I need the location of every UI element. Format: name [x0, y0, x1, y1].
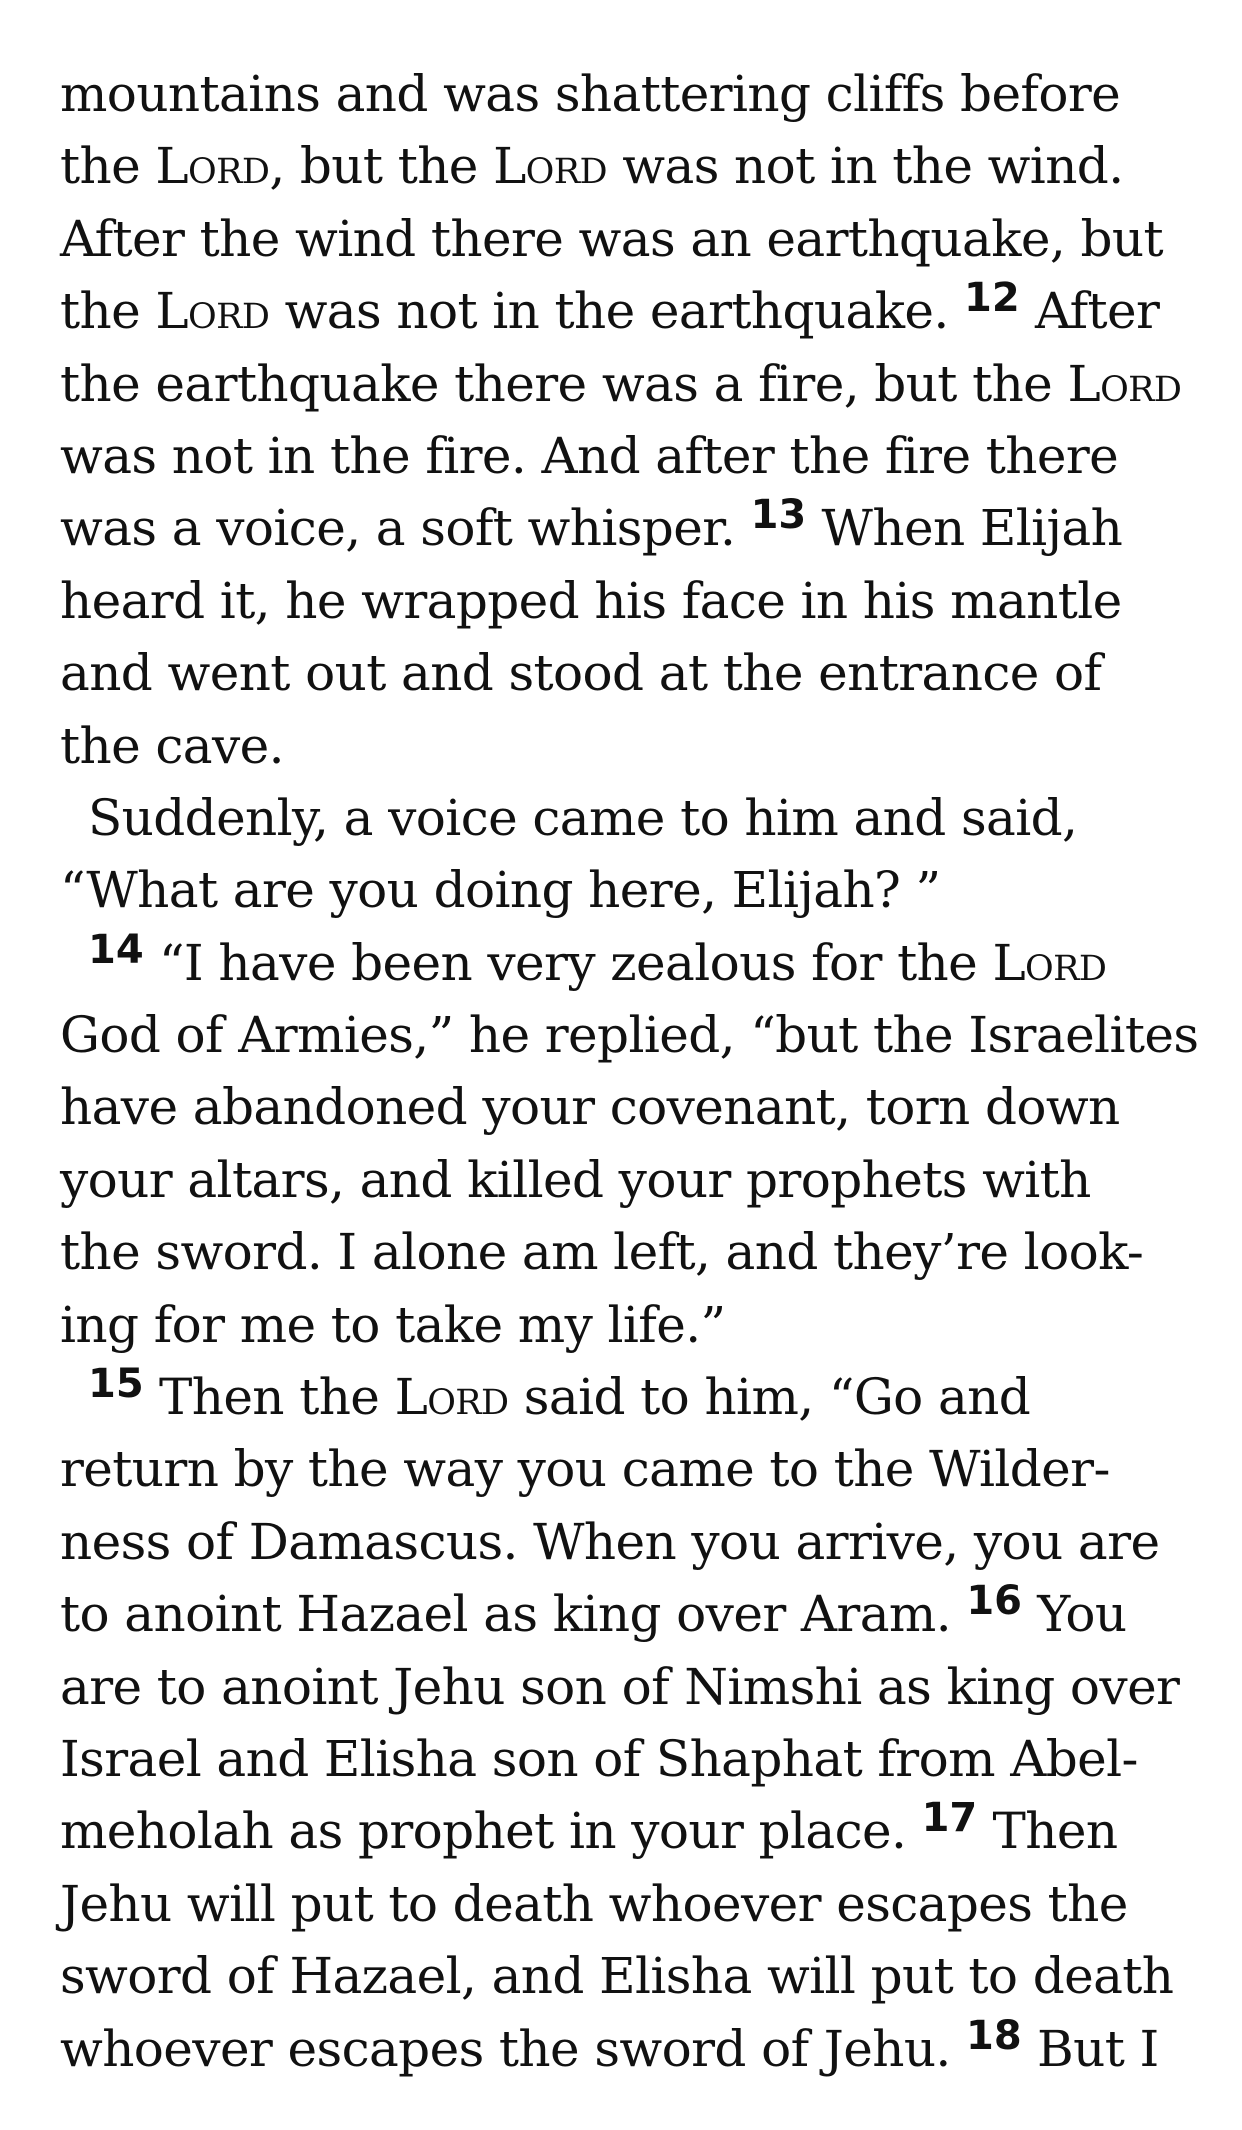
text-run: have abandoned your covenant, torn down: [60, 1078, 1120, 1137]
text-run: was not in the wind.: [607, 137, 1124, 196]
text-line: [60, 1940, 1200, 2012]
verse-number: 15: [88, 1361, 144, 1408]
text-run: said to him, “Go and: [508, 1368, 1031, 1427]
text-run: heard it, he wrapped his face in his mantle: [60, 571, 1122, 630]
text-run: Israel and Elisha son of Shaphat from Abel-: [60, 1729, 1138, 1788]
text-line: [60, 1071, 1200, 1143]
text-line: [60, 999, 1200, 1071]
text-run: Then the: [143, 1368, 395, 1427]
text-run: and went out and stood at the entrance of: [60, 644, 1102, 703]
text-run: ness of Damascus. When you arrive, you are: [60, 1512, 1160, 1571]
text-run: After the wind there was an earthquake, but: [60, 209, 1164, 268]
text-line: [60, 782, 1200, 854]
text-line: [60, 203, 1200, 275]
text-line: [60, 2013, 1200, 2085]
text-line: [60, 1144, 1200, 1216]
verse-number: 18: [966, 2012, 1022, 2059]
text-run: return by the way you came to the Wilder-: [60, 1440, 1110, 1499]
text-line: [60, 1433, 1200, 1505]
text-line: [60, 58, 1200, 130]
text-line: [60, 492, 1200, 564]
divine-name: Lord: [394, 1368, 509, 1427]
verse-number: 12: [964, 275, 1020, 322]
verse-number: 16: [966, 1578, 1023, 1625]
text-run: whoever escapes the sword of Jehu.: [60, 2019, 967, 2078]
text-line: [60, 637, 1200, 709]
text-run: was not in the earthquake.: [269, 282, 965, 341]
text-run: was not in the fire. And after the fire there: [60, 426, 1119, 485]
text-line: [60, 1289, 1200, 1361]
text-line: [60, 1723, 1200, 1795]
text-run: the cave.: [60, 716, 284, 775]
text-line: [60, 130, 1200, 202]
divine-name: Lord: [155, 282, 270, 341]
verse-number: 17: [921, 1795, 978, 1842]
text-run: was a voice, a soft whisper.: [60, 499, 751, 558]
text-run: mountains and was shattering cliffs before: [60, 65, 1121, 123]
divine-name: Lord: [155, 137, 270, 196]
text-run: ing for me to take my life.”: [60, 1295, 726, 1354]
text-run: Then: [977, 1802, 1118, 1861]
text-line: [60, 1361, 1200, 1433]
divine-name: Lord: [992, 933, 1107, 992]
verse-number: 14: [88, 926, 144, 973]
text-run: God of Armies,” he replied, “but the Israelites: [60, 1006, 1199, 1065]
text-run: When Elijah: [806, 499, 1123, 558]
text-run: your altars, and killed your prophets with: [60, 1150, 1091, 1209]
text-line: [60, 1868, 1200, 1940]
text-line: [60, 927, 1200, 999]
text-run: After: [1019, 282, 1160, 341]
text-run: But I: [1021, 2019, 1159, 2078]
divine-name: Lord: [493, 137, 607, 196]
verse-number: 13: [750, 492, 807, 539]
divine-name: Lord: [1067, 354, 1182, 413]
text-line: [60, 854, 1200, 926]
text-line: [60, 1216, 1200, 1288]
text-line: [60, 1795, 1200, 1867]
text-run: Jehu will put to death whoever escapes the: [60, 1874, 1128, 1933]
scripture-text: [60, 58, 1200, 2085]
text-run: the sword. I alone am left, and they’re look-: [60, 1223, 1144, 1282]
text-run: You: [1022, 1585, 1127, 1644]
text-line: [60, 1578, 1200, 1650]
text-run: Suddenly, a voice came to him and said,: [88, 788, 1078, 847]
text-run: to anoint Hazael as king over Aram.: [60, 1585, 967, 1644]
text-line: [60, 710, 1200, 782]
text-line: [60, 1651, 1200, 1723]
text-run: meholah as prophet in your place.: [60, 1802, 922, 1861]
text-run: the: [60, 282, 156, 341]
text-line: [60, 420, 1200, 492]
text-run: the: [60, 137, 156, 196]
text-line: [60, 275, 1200, 347]
text-run: “What are you doing here, Elijah? ”: [60, 861, 941, 920]
text-run: the earthquake there was a fire, but the: [60, 354, 1068, 413]
text-run: , but the: [269, 137, 494, 196]
text-line: [60, 565, 1200, 637]
text-line: [60, 1506, 1200, 1578]
text-line: [60, 348, 1200, 420]
text-run: “I have been very zealous for the: [143, 933, 993, 992]
text-run: sword of Hazael, and Elisha will put to death: [60, 1947, 1174, 2006]
text-run: are to anoint Jehu son of Nimshi as king over: [60, 1657, 1180, 1716]
